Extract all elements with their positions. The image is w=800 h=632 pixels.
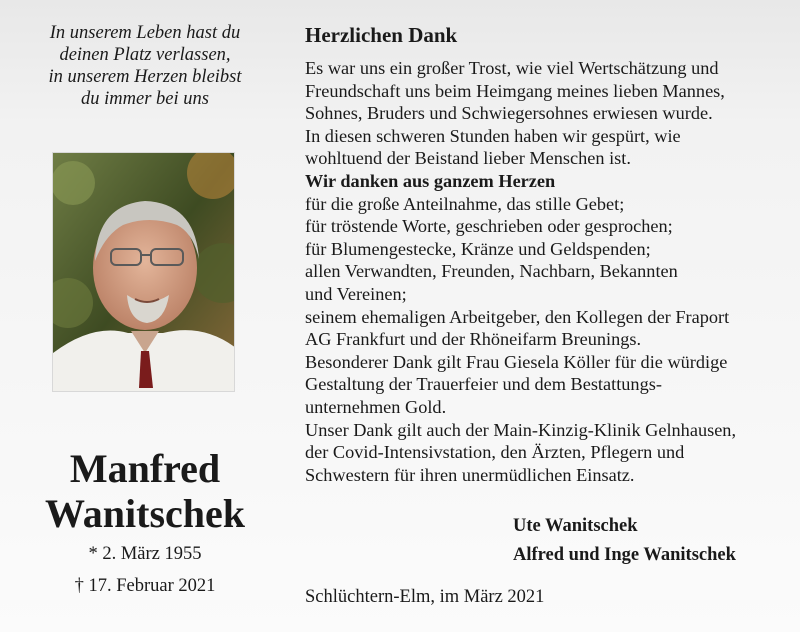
text-line: AG Frankfurt und der Rhöneifarm Breunings. — [305, 329, 642, 350]
signatory: Alfred und Inge Wanitschek — [513, 545, 736, 565]
left-column — [0, 0, 290, 632]
last-name: Wanitschek — [44, 491, 246, 536]
thanks-column — [305, 22, 785, 486]
thanks-subheading: Wir danken aus ganzem Herzen — [305, 170, 556, 191]
verse-line: deinen Platz verlassen, — [59, 45, 231, 65]
verse-line: In unserem Leben hast du — [49, 23, 241, 43]
birth-date: * 2. März 1955 — [88, 544, 202, 564]
memorial-verse — [30, 22, 260, 110]
special-thanks-paragraph — [305, 351, 785, 419]
text-line: Sohnes, Bruders und Schwiegersohnes erwiesen wurde. — [305, 103, 713, 124]
text-line: In diesen schweren Stunden haben wir gespürt, wie — [305, 125, 681, 146]
text-line: unternehmen Gold. — [305, 396, 447, 417]
text-line: für Blumengestecke, Kränze und Geldspenden; — [305, 238, 651, 259]
life-dates — [0, 543, 290, 607]
text-line: Es war uns ein großer Trost, wie viel Wertschätzung und — [305, 58, 719, 78]
deceased-name — [0, 446, 290, 536]
place-date: Schlüchtern-Elm, im März 2021 — [305, 587, 545, 607]
text-line: Freundschaft uns beim Heimgang meines lieben Mannes, — [305, 80, 725, 101]
signatories — [513, 512, 736, 570]
clinic-thanks-paragraph — [305, 419, 785, 487]
text-line: allen Verwandten, Freunden, Nachbarn, Bekannten — [305, 261, 678, 282]
text-line: Besonderer Dank gilt Frau Giesela Köller für die würdige — [305, 351, 728, 372]
first-name: Manfred — [69, 446, 221, 491]
intro-paragraph — [305, 57, 785, 170]
text-line: seinem ehemaligen Arbeitgeber, den Kollegen der Fraport — [305, 306, 730, 327]
text-line: und Vereinen; — [305, 283, 407, 304]
text-line: für tröstende Worte, geschrieben oder gesprochen; — [305, 216, 673, 237]
death-date: † 17. Februar 2021 — [74, 576, 216, 596]
text-line: wohltuend der Beistand lieber Menschen ist. — [305, 148, 631, 169]
thanks-heading: Herzlichen Dank — [305, 23, 458, 47]
text-line: Unser Dank gilt auch der Main-Kinzig-Klinik Gelnhausen, — [305, 419, 737, 440]
verse-line: in unserem Herzen bleibst — [48, 67, 242, 87]
portrait-photo — [52, 152, 235, 392]
text-line: für die große Anteilnahme, das stille Gebet; — [305, 193, 625, 214]
text-line: der Covid-Intensivstation, den Ärzten, Pflegern und — [305, 442, 685, 463]
thanks-list — [305, 193, 785, 351]
text-line: Schwestern für ihren unermüdlichen Einsatz. — [305, 464, 635, 485]
text-line: Gestaltung der Trauerfeier und dem Bestattungs- — [305, 374, 662, 395]
signatory: Ute Wanitschek — [513, 516, 638, 536]
verse-line: du immer bei uns — [81, 89, 209, 109]
